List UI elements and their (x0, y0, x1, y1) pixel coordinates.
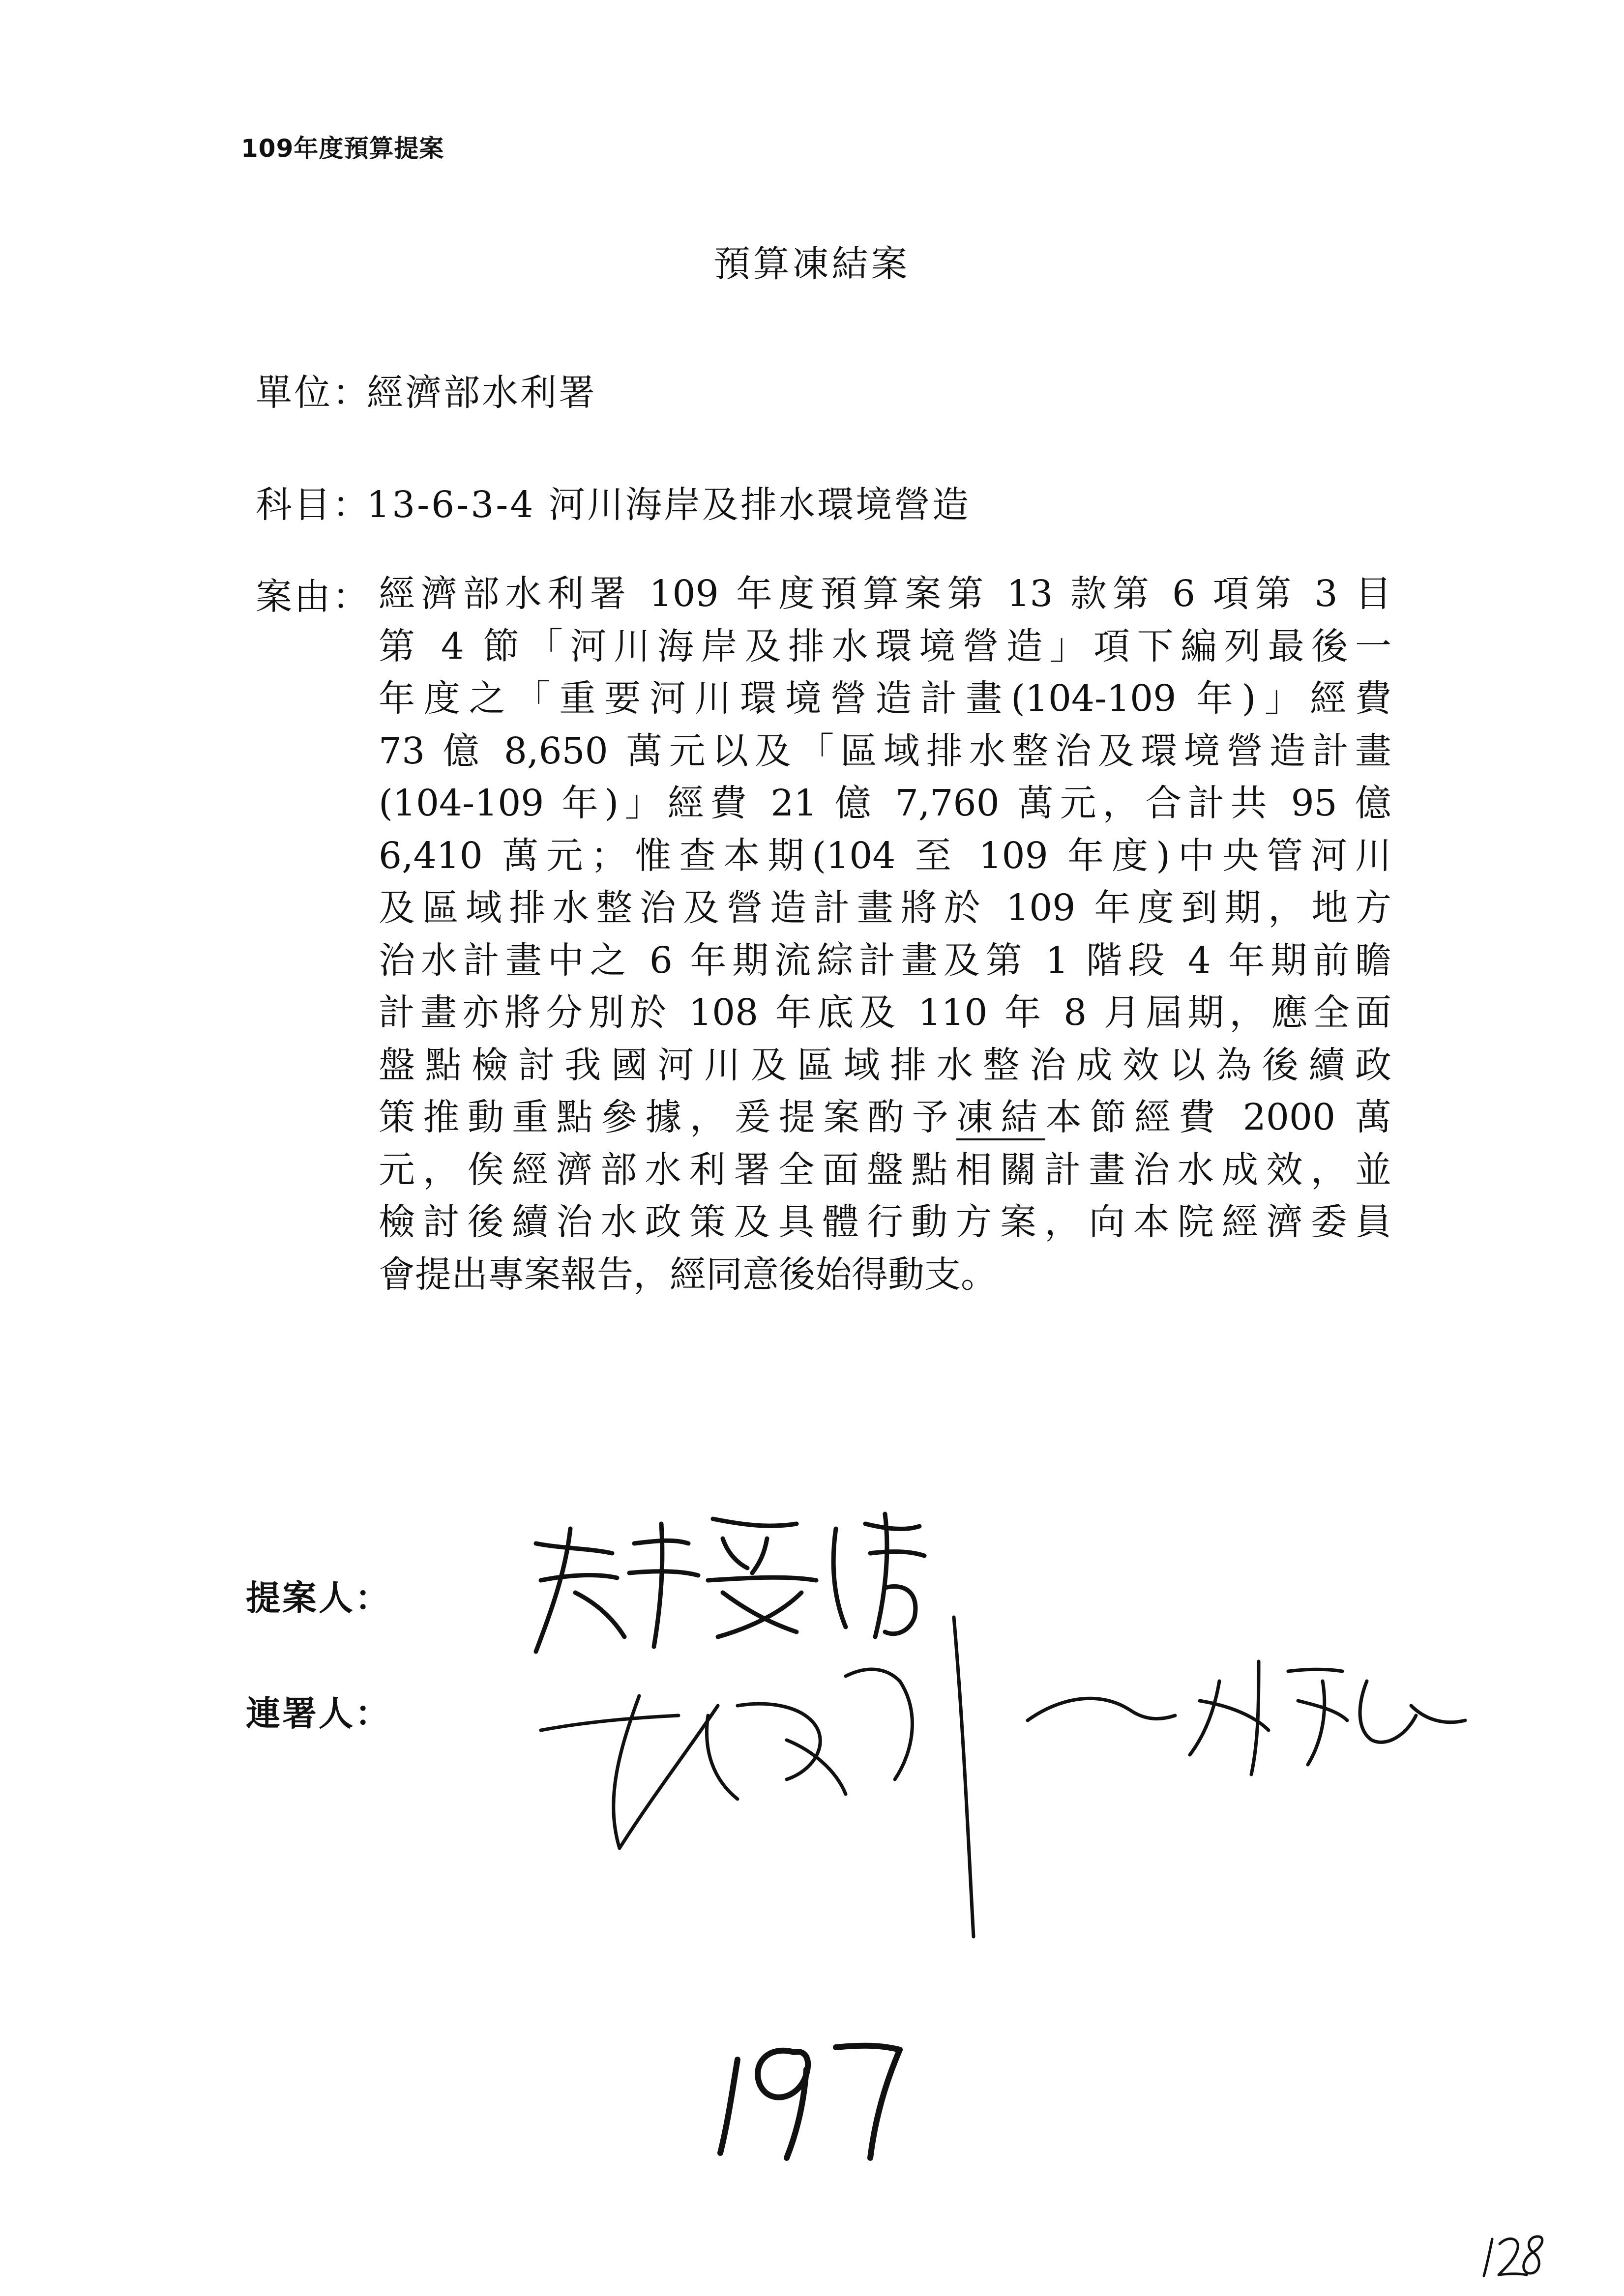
reason-line: 6,410 萬元；惟查本期(104 至 109 年度)中央管河川 (379, 834, 1391, 877)
budget-year-header: 109年度預算提案 (241, 134, 444, 163)
reason-line: 盤點檢討我國河川及區域排水整治成效以為後續政 (379, 1044, 1391, 1086)
unit-label: 單位 (256, 372, 332, 414)
reason-line: 73 億 8,650 萬元以及「區域排水整治及環境營造計畫 (379, 729, 1391, 772)
subject-field (256, 476, 971, 528)
reason-label: 案由： (256, 576, 371, 618)
unit-colon: ： (332, 372, 371, 414)
corner-number-handwritten (1484, 2237, 1542, 2276)
reason-line: 計畫亦將分別於 108 年底及 110 年 8 月屆期，應全面 (379, 991, 1391, 1034)
reason-line: 及區域排水整治及營造計畫將於 109 年度到期，地方 (379, 887, 1391, 929)
document-title: 預算凍結案 (713, 243, 911, 285)
proposer-signature (536, 1514, 924, 1652)
reason-line-freeze (379, 1091, 1391, 1144)
subject-label: 科目 (256, 484, 332, 526)
proposer-label: 提案人： (246, 1578, 391, 1618)
unit-field (256, 364, 597, 416)
subject-colon: ： (332, 484, 371, 526)
reason-line: 檢討後續治水政策及具體行動方案，向本院經濟委員 (379, 1201, 1391, 1243)
freeze-suffix: 本節經費 2000 萬 (1045, 1096, 1392, 1138)
reason-line: 第 4 節「河川海岸及排水環境營造」項下編列最後一 (379, 625, 1391, 668)
subject-value: 13-6-3-4 河川海岸及排水環境營造 (367, 484, 971, 526)
reason-line: (104-109 年)」經費 21 億 7,760 萬元，合計共 95 億 (379, 782, 1391, 824)
page-number-handwritten (720, 2046, 900, 2158)
freeze-prefix: 策推動重點參據，爰提案酌予 (379, 1096, 957, 1138)
reason-line: 年度之「重要河川環境營造計畫(104-109 年)」經費 (379, 677, 1391, 720)
unit-value: 經濟部水利署 (367, 372, 597, 414)
cosigner-label: 連署人： (246, 1693, 391, 1734)
reason-line-last: 會提出專案報告，經同意後始得動支。 (379, 1253, 997, 1296)
reason-line: 元，俟經濟部水利署全面盤點相關計畫治水成效，並 (379, 1148, 1391, 1191)
freeze-underlined-text: 凍結 (956, 1096, 1045, 1140)
cosigner-signature (541, 1617, 1465, 1937)
reason-line: 治水計畫中之 6 年期流綜計畫及第 1 階段 4 年期前瞻 (379, 939, 1391, 982)
reason-line: 經濟部水利署 109 年度預算案第 13 款第 6 項第 3 目 (379, 573, 1391, 615)
reason-body (379, 568, 1391, 1301)
